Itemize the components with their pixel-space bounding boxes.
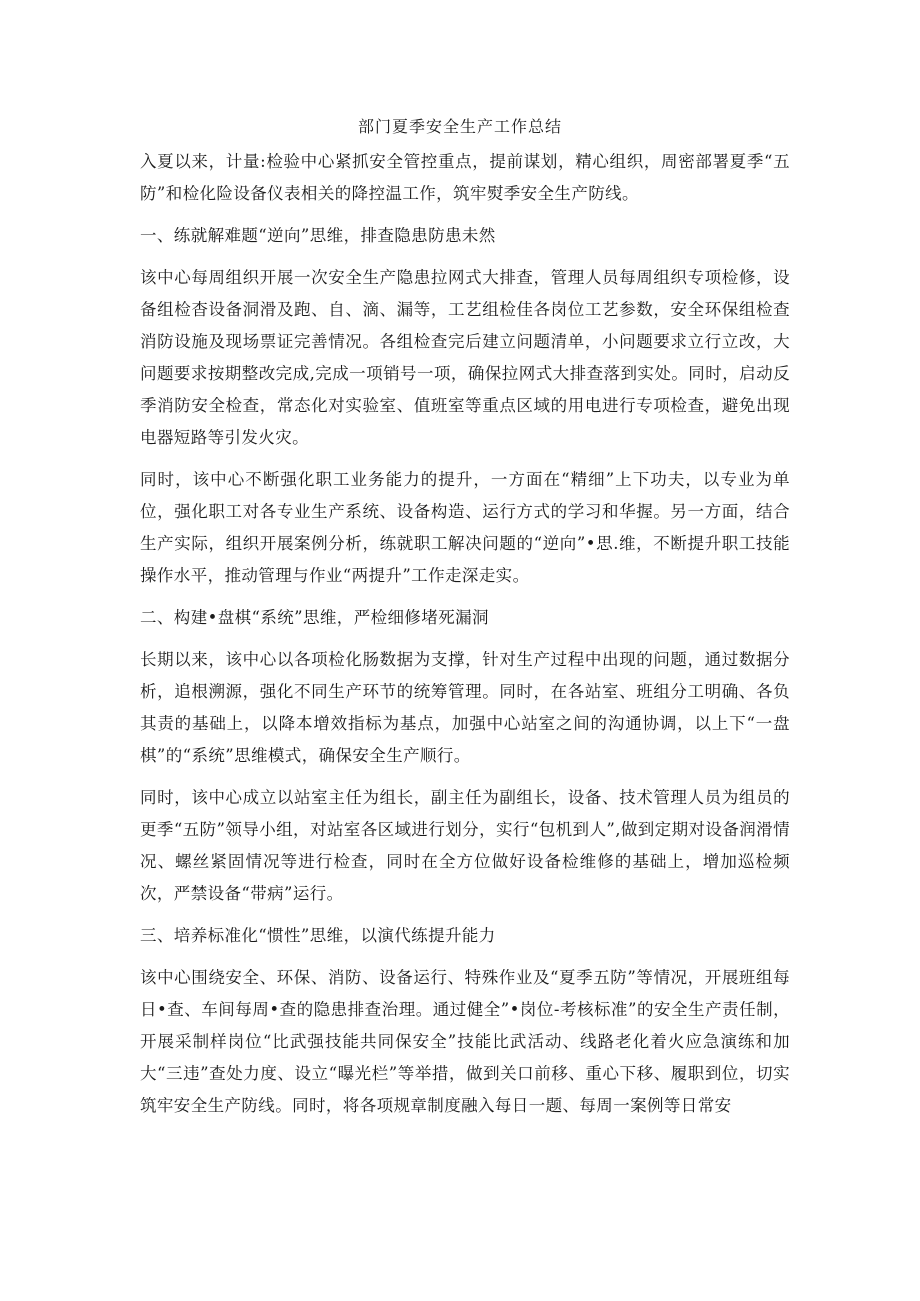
document-body	[140, 146, 790, 1132]
section-3-paragraph-1: 该中心围绕安全、环保、消防、设备运行、特殊作业及“夏季五防”等情况，开展班组每日•查、车间每周•查的隐患排查治理。通过健全”•岗位-考核标准”的安全生产责任制，开展采制样岗位“比武强技能共同保安全”技能比武活动、线路老化着火应急演练和加大“三违”查处力度、设立“曝光栏”等举措，做到关口前移、重心下移、履职到位，切实筑牢安全生产防线。同时，将各项规章制度融入每日一题、每周一案例等日常安	[140, 968, 790, 1115]
section-2-paragraph-1: 长期以来，该中心以各项检化肠数据为支撑，针对生产过程中出现的问题，通过数据分析，追根溯源，强化不同生产环节的统筹管理。同时，在各站室、班组分工明确、各负其责的基础上，以降本增效指标为基点，加强中心站室之间的沟通协调，以上下“一盘棋”的“系统”思维模式，确保安全生产顺行。	[140, 650, 790, 765]
section-2-paragraph-2: 同时，该中心成立以站室主任为组长，副主任为副组长，设备、技术管理人员为组员的更季“五防”领导小组，对站室各区域进行划分，实行“包机到人”,做到定期对设备润滑情况、螺丝紧固情况等进行检查，同时在全方位做好设备检维修的基础上，增加巡检频次，严禁设备“带病”运行。	[140, 788, 790, 903]
intro-paragraph: 入夏以来，计量:检验中心紧抓安全管控重点，提前谋划，精心组织，周密部署夏季“五防”和检化险设备仪表相关的降控温工作，筑牢熨季安全生产防线。	[140, 152, 790, 203]
section-1-heading: 一、练就解难题“逆向”思维，排查隐患防患未然	[140, 226, 496, 245]
section-1-paragraph-1: 该中心每周组织开展一次安全生产隐患拉网式大排查，管理人员每周组织专项检修，设备组检杳设备洞滑及跑、自、滴、漏等，工艺组检佳各岗位工艺参数，安全环保组检查消防设施及现场票证完善情况。各组检查完后建立问题清单，小问题要求立行立改，大问题要求按期整改完成,完成一项销号一项，确保拉网式大排查落到实处。同时，启动反季消防安全检查，常态化对实验室、值班室等重点区域的用电进行专项检查，避免出现电器短路等引发火灾。	[140, 268, 790, 447]
document-title: 部门夏季安全生产工作总结	[357, 117, 562, 136]
section-2-heading: 二、构建•盘棋“系统”思维，严检细修堵死漏洞	[140, 608, 489, 627]
section-3-heading: 三、培养标准化“惯性”思维，以演代练提升能力	[140, 926, 496, 945]
section-1-paragraph-2: 同时，该中心不断强化职工业务能力的提升，一方面在“精细”上下功夫，以专业为单位，强化职工对各专业生产系统、设备构造、运行方式的学习和华握。另一方面，结合生产实际，组织开展案例分析，练就职工解决问题的“逆向”•思.维，不断提升职工技能操作水平，推动管理与作业“两提升”工作走深走实。	[140, 470, 790, 585]
